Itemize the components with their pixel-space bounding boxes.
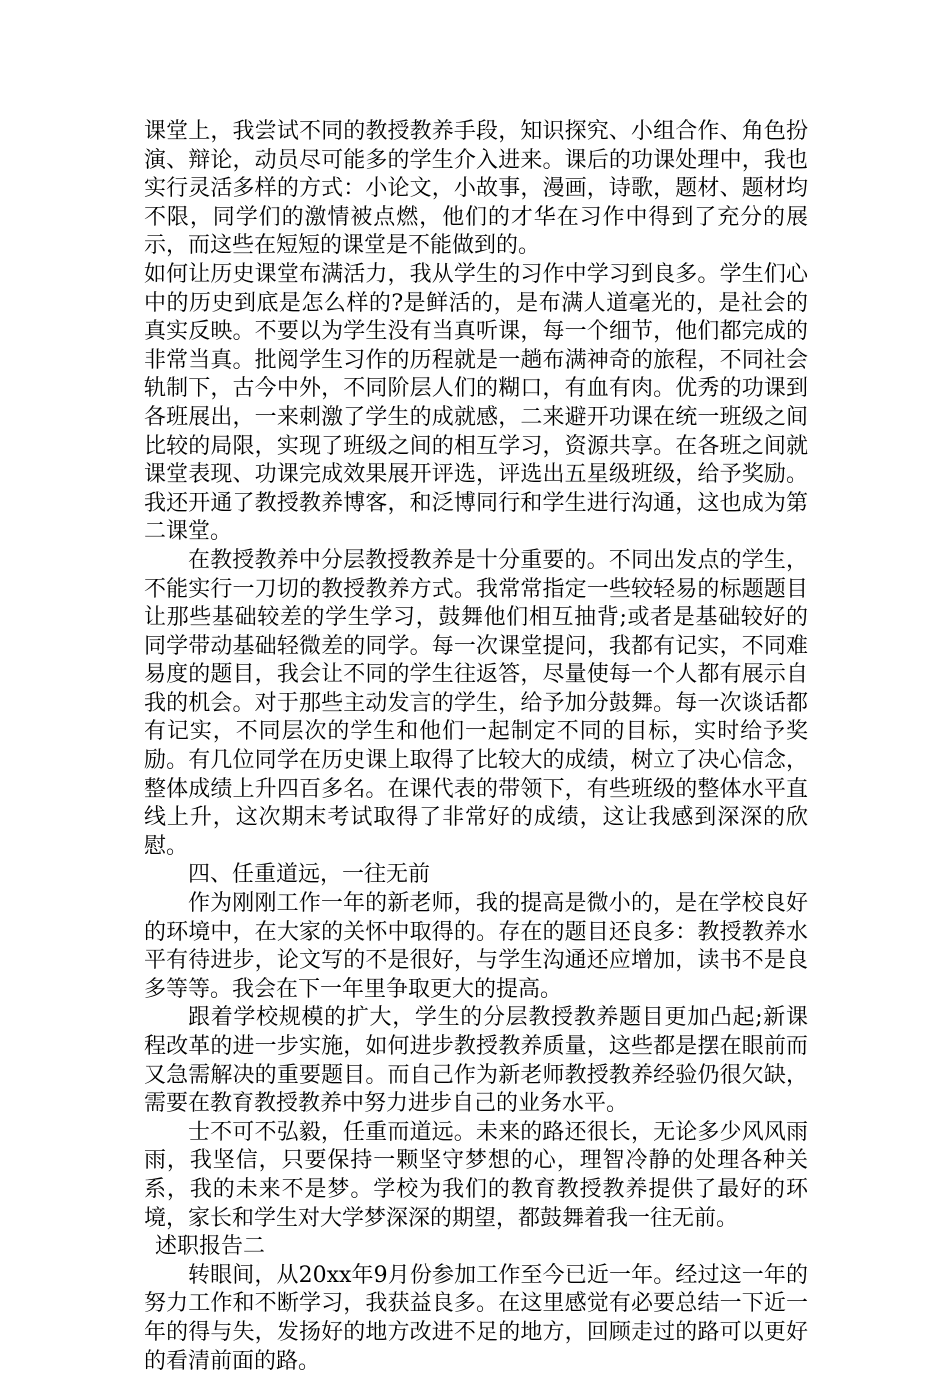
paragraph-history-vitality: 如何让历史课堂布满活力，我从学生的习作中学习到良多。学生们心中的历史到底是怎么样的?是鲜活的，是布满人道毫光的，是社会的真实反映。不要以为学生没有当真听课，每一个细节，他们都完成的非常当真。批阅学生习作的历程就是一趟布满神奇的旅程，不同社会轨制下，古今中外，不同阶层人们的糊口，有血有肉。优秀的功课到各班展出，一来刺激了学生的成就感，二来避开功课在统一班级之间比较的局限，实现了班级之间的相互学习，资源共享。在各班之间就课堂表现、功课完成效果展开评选，评选出五星级班级，给予奖励。我还开通了教授教养博客，和泛博同行和学生进行沟通，这也成为第二课堂。	[144, 261, 808, 545]
report-two-title: 述职报告二	[155, 1234, 266, 1260]
section-heading-four: 四、任重道远，一往无前	[188, 862, 431, 888]
paragraph-new-teacher: 作为刚刚工作一年的新老师，我的提高是微小的，是在学校良好的环境中，在大家的关怀中取得的。存在的题目还良多：教授教养水平有待进步，论文写的不是很好，与学生沟通还应增加，读书不是良多等等。我会在下一年里争取更大的提高。	[144, 891, 808, 1002]
document-page	[144, 118, 808, 1376]
paragraph-tiered-teaching: 在教授教养中分层教授教养是十分重要的。不同出发点的学生，不能实行一刀切的教授教养方式。我常常指定一些较轻易的标题题目让那些基础较差的学生学习，鼓舞他们相互抽背;或者是基础较好的同学带动基础轻微差的同学。每一次课堂提问，我都有记实，不同难易度的题目，我会让不同的学生往返答，尽量使每一个人都有展示自我的机会。对于那些主动发言的学生，给予加分鼓舞。每一次谈话都有记实，不同层次的学生和他们一起制定不同的目标，实时给予奖励。有几位同学在历史课上取得了比较大的成绩，树立了决心信念，整体成绩上升四百多名。在课代表的带领下，有些班级的整体水平直线上升，这次期末考试取得了非常好的成绩，这让我感到深深的欣慰。	[144, 547, 808, 859]
paragraph-classroom-methods: 课堂上，我尝试不同的教授教养手段，知识探究、小组合作、角色扮演、辩论，动员尽可能多的学生介入进来。课后的功课处理中，我也实行灵活多样的方式：小论文，小故事，漫画，诗歌，题材、题材均不限，同学们的激情被点燃，他们的才华在习作中得到了充分的展示，而这些在短短的课堂是不能做到的。	[144, 119, 808, 259]
paragraph-report-two-intro: 转眼间，从20xx年9月份参加工作至今已近一年。经过这一年的努力工作和不断学习，我获益良多。在这里感觉有必要总结一下近一年的得与失，发扬好的地方改进不足的地方，回顾走过的路可以更好的看清前面的路。	[144, 1262, 808, 1374]
paragraph-long-road: 士不可不弘毅，任重而道远。未来的路还很长，无论多少风风雨雨，我坚信，只要保持一颗坚守梦想的心，理智冷静的处理各种关系，我的未来不是梦。学校为我们的教育教授教养提供了最好的环境，家长和学生对大学梦深深的期望，都鼓舞着我一往无前。	[144, 1119, 808, 1231]
paragraph-school-expansion: 跟着学校规模的扩大，学生的分层教授教养题目更加凸起;新课程改革的进一步实施，如何进步教授教养质量，这些都是摆在眼前而又急需解决的重要题目。而自己作为新老师教授教养经验仍很欠缺，需要在教育教授教养中努力进步自己的业务水平。	[144, 1005, 808, 1117]
